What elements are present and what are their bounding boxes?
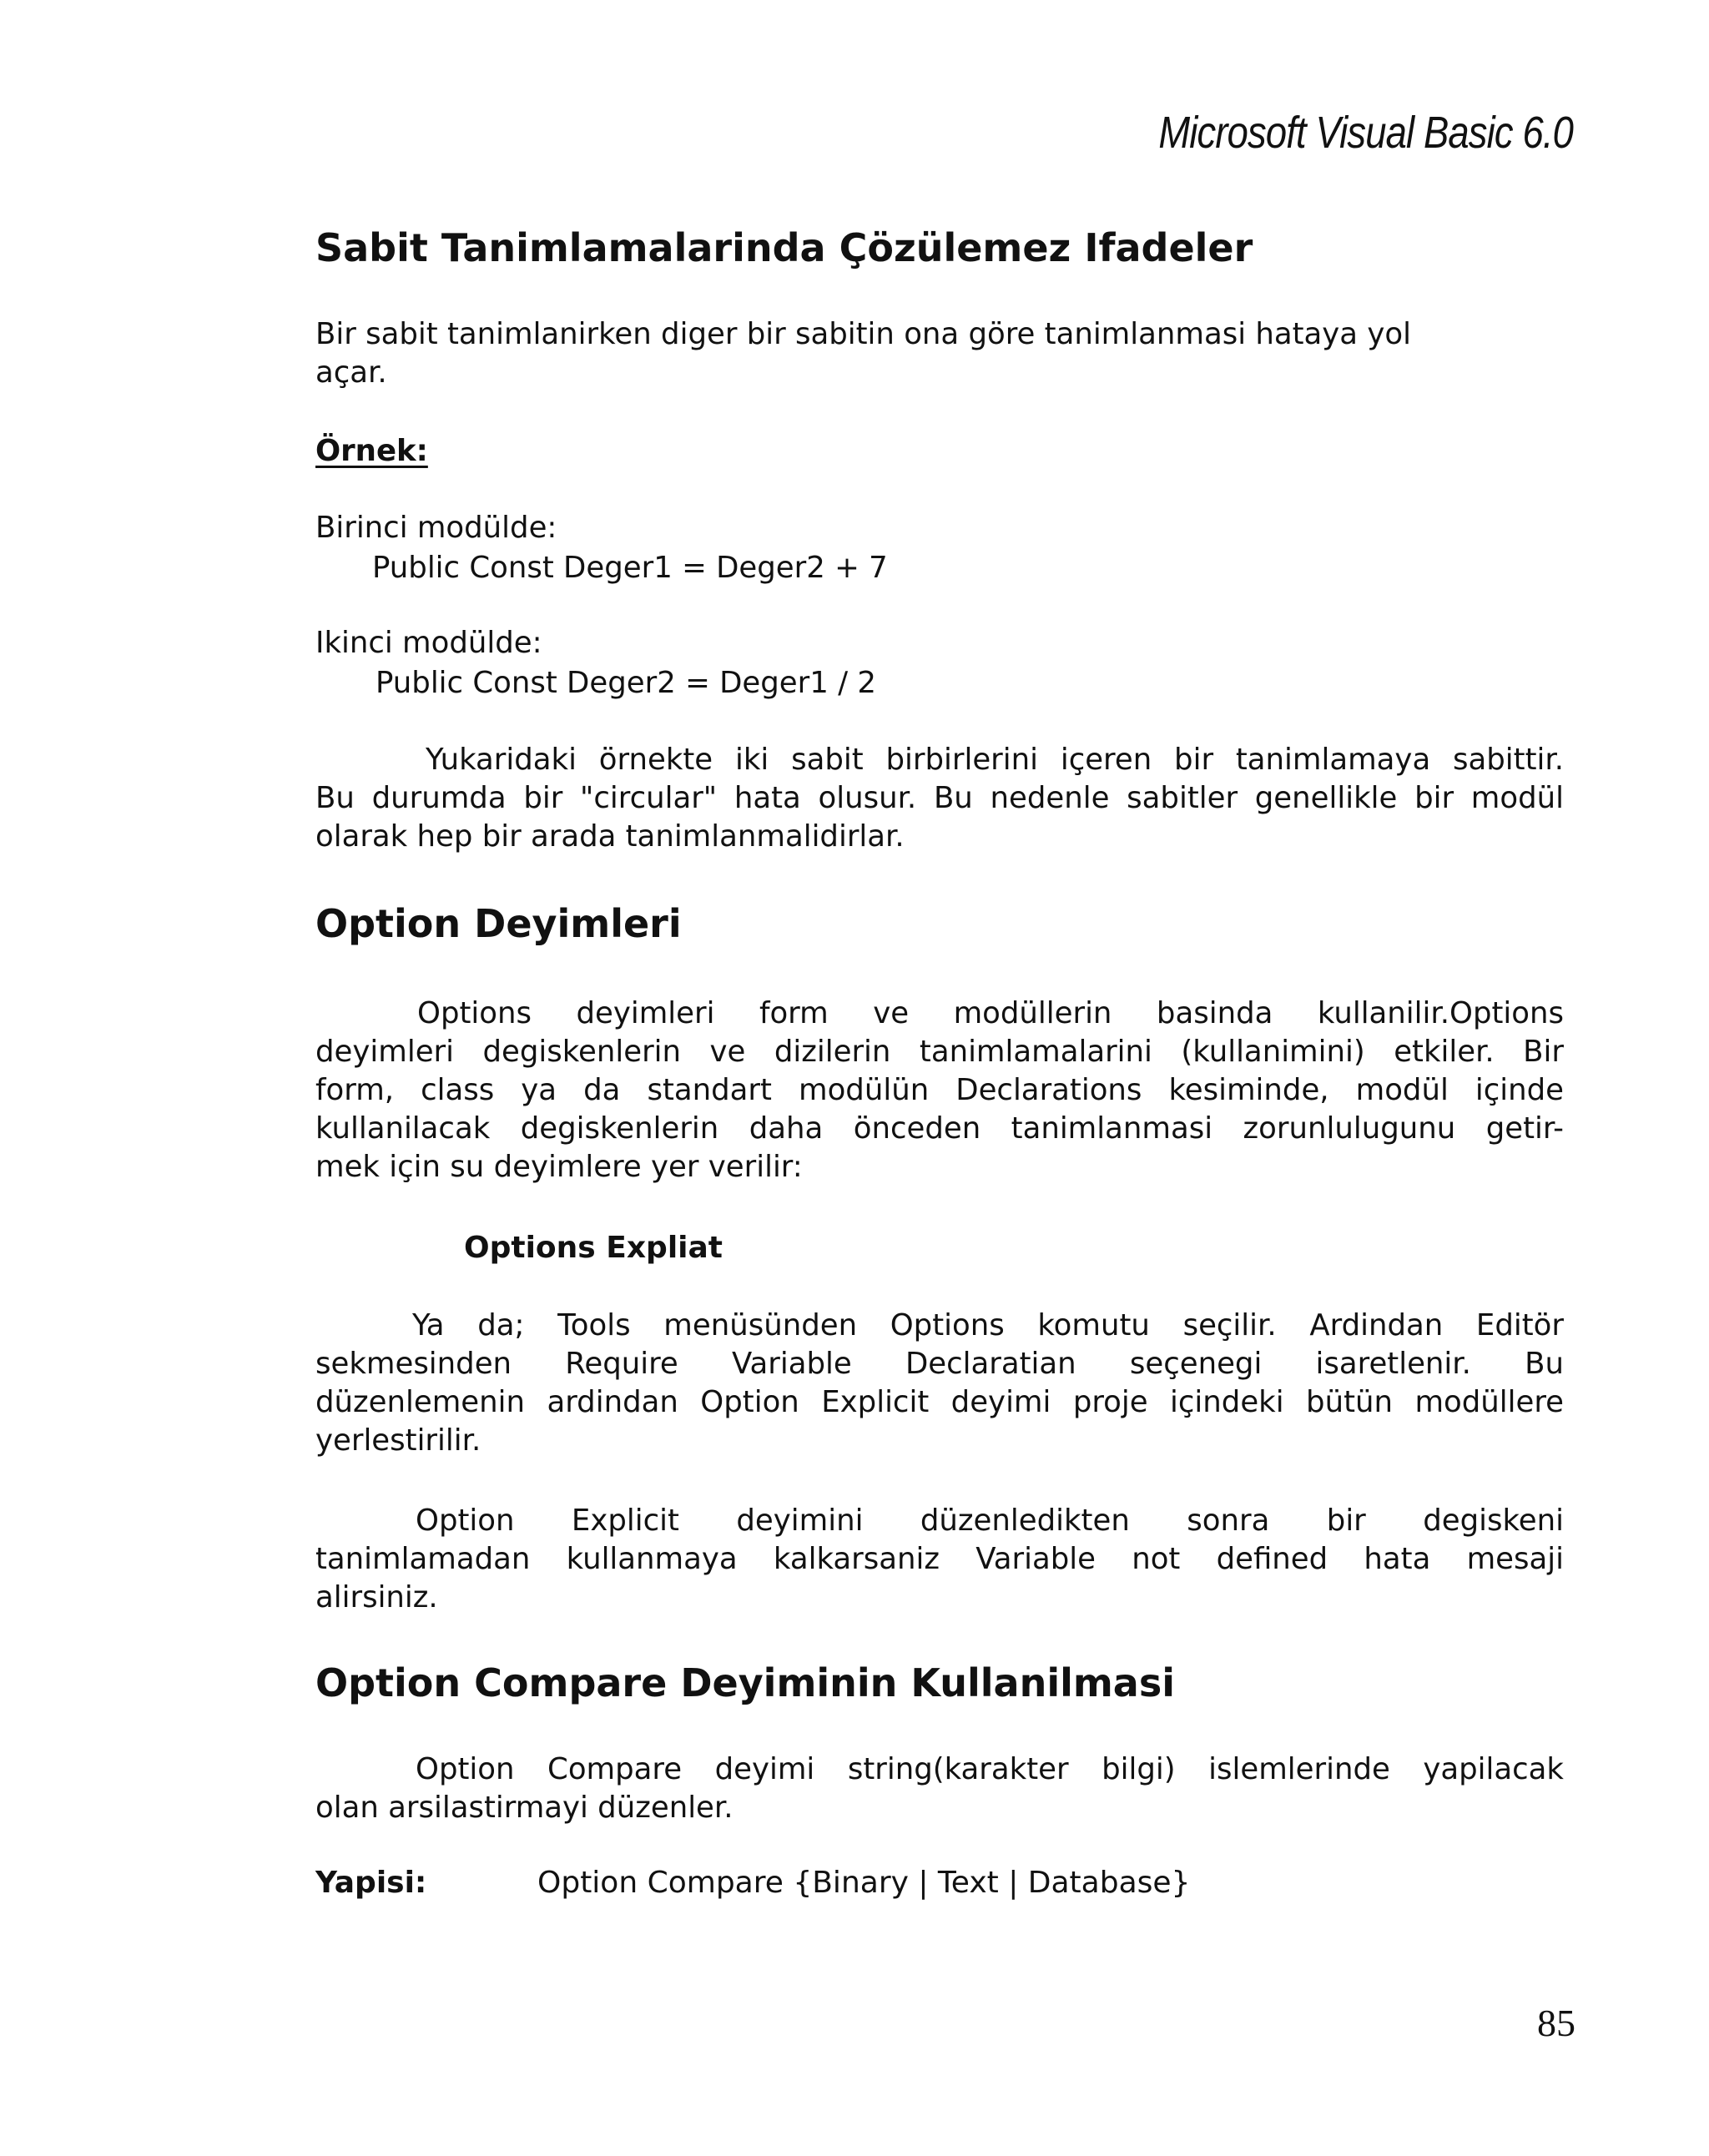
- paragraph-line: form, class ya da standart modülün Declarations kesiminde, modül içinde: [315, 1073, 1564, 1107]
- paragraph-line: Yukaridaki örnekte iki sabit birbirlerini içeren bir tanimlamaya sabittir.: [426, 743, 1564, 777]
- module2-label: Ikinci modülde:: [315, 626, 542, 660]
- module1-code: Public Const Deger1 = Deger2 + 7: [372, 551, 888, 585]
- section-heading-sabit: Sabit Tanimlamalarinda Çözülemez Ifadeler: [315, 225, 1253, 270]
- paragraph-line: yerlestirilir.: [315, 1423, 481, 1458]
- paragraph-line: mek için su deyimlere yer verilir:: [315, 1150, 803, 1184]
- paragraph-line: Bir sabit tanimlanirken diger bir sabitin ona göre tanimlanmasi hataya yol: [315, 317, 1411, 351]
- compare-paragraph: [315, 1750, 1564, 1827]
- section-heading-option-deyimleri: Option Deyimleri: [315, 901, 682, 946]
- paragraph-line: sekmesinden Require Variable Declaratian seçenegi isaretlenir. Bu: [315, 1347, 1564, 1381]
- paragraph-line: açar.: [315, 355, 387, 390]
- options-paragraph: [315, 995, 1564, 1186]
- paragraph-line: alirsiniz.: [315, 1580, 438, 1614]
- syntax-label: Yapisi:: [315, 1866, 427, 1900]
- running-header: Microsoft Visual Basic 6.0: [1158, 108, 1573, 158]
- section-heading-option-compare: Option Compare Deyiminin Kullanilmasi: [315, 1660, 1175, 1705]
- paragraph-line: olan arsilastirmayi düzenler.: [315, 1791, 734, 1825]
- paragraph-line: Bu durumda bir "circular" hata olusur. Bu nedenle sabitler genellikle bir modül: [315, 781, 1564, 815]
- paragraph-line: düzenlemenin ardindan Option Explicit deyimi proje içindeki bütün modüllere: [315, 1385, 1564, 1419]
- syntax-value: Option Compare {Binary | Text | Database}: [537, 1866, 1191, 1900]
- option-explicit-statement: Options Expliat: [464, 1231, 723, 1265]
- intro-paragraph: [315, 315, 1564, 392]
- explicit-paragraph: [315, 1502, 1564, 1617]
- paragraph-line: olarak hep bir arada tanimlanmalidirlar.: [315, 819, 905, 854]
- paragraph-line: kullanilacak degiskenlerin daha önceden tanimlanmasi zorunlulugunu getir-: [315, 1111, 1564, 1146]
- paragraph-line: deyimleri degiskenlerin ve dizilerin tanimlamalarini (kullanimini) etkiler. Bir: [315, 1035, 1564, 1069]
- module2-code: Public Const Deger2 = Deger1 / 2: [376, 666, 876, 700]
- example-label: Örnek:: [315, 434, 428, 468]
- paragraph-line: Ya da; Tools menüsünden Options komutu seçilir. Ardindan Editör: [412, 1308, 1564, 1342]
- paragraph-line: tanimlamadan kullanmaya kalkarsaniz Variable not defined hata mesaji: [315, 1542, 1564, 1576]
- paragraph-line: Option Explicit deyimini düzenledikten sonra bir degiskeni: [416, 1504, 1564, 1538]
- tools-paragraph: [315, 1307, 1564, 1460]
- explanation-paragraph: [315, 741, 1564, 856]
- paragraph-line: Option Compare deyimi string(karakter bilgi) islemlerinde yapilacak: [416, 1752, 1564, 1786]
- page-number: 85: [1537, 2002, 1575, 2044]
- module1-label: Birinci modülde:: [315, 511, 557, 545]
- paragraph-line: Options deyimleri form ve modüllerin basinda kullanilir.Options: [417, 996, 1564, 1030]
